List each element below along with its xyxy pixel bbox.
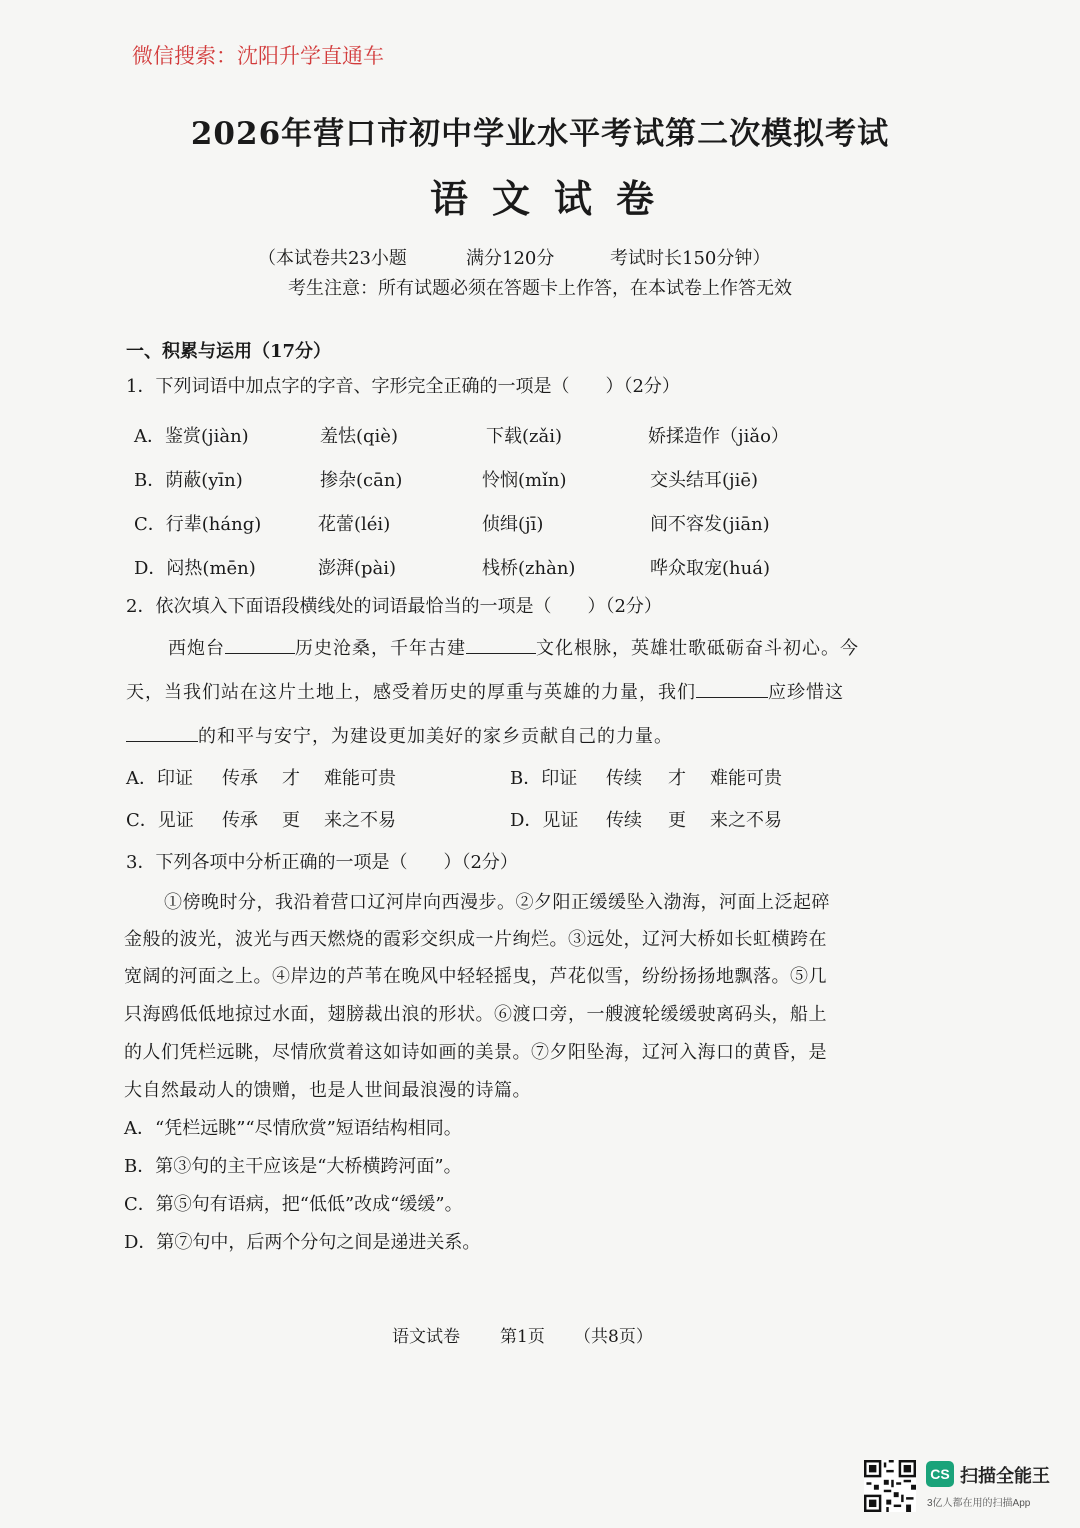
q1-option-a-1: A．鉴赏(jiàn) [134,426,249,447]
q2-text-1b: 历史沧桑，千年古建 [295,638,466,659]
exam-notice: 考生注意：所有试题必须在答题卡上作答，在本试卷上作答无效 [288,278,792,299]
q1-option-a-2: 羞怯(qiè) [320,426,398,447]
footer-subject: 语文试卷 [392,1327,460,1347]
q2-option-d-3: 更 [668,810,686,831]
q2-text-3a: 的和平与安宁，为建设更加美好的家乡贡献自己的力量。 [198,726,673,747]
q3-passage-line-2: 金般的波光，波光与西天燃烧的霞彩交织成一片绚烂。③远处，辽河大桥如长虹横跨在 [124,929,827,950]
q1-option-d-4: 哗众取宠(huá) [650,558,770,579]
q3-passage-line-1: ①傍晚时分，我沿着营口辽河岸向西漫步。②夕阳正缓缓坠入渤海，河面上泛起碎 [164,892,830,913]
q2-text-2a: 天，当我们站在这片土地上，感受着历史的厚重与英雄的力量，我们 [126,682,696,703]
q1-option-a-4: 娇揉造作（jiǎo） [648,426,789,447]
info-score: 满分120分 [466,248,555,269]
fill-blank-4 [126,725,198,742]
q1-option-d-1: D．闷热(mēn) [134,558,256,579]
q2-option-c-1: C．见证 [126,810,194,831]
q2-option-c-2: 传承 [222,810,258,831]
q2-text-2b: 应珍惜这 [768,682,844,703]
info-time: 考试时长150分钟） [610,248,771,269]
section-heading: 一、积累与运用（17分） [126,341,332,362]
q2-option-a-4: 难能可贵 [324,768,396,789]
q3-option-d: D．第⑦句中，后两个分句之间是递进关系。 [124,1232,481,1253]
q2-option-d-4: 来之不易 [710,810,782,831]
q2-option-a-3: 才 [282,768,300,789]
q1-option-d-2: 澎湃(pài) [318,558,397,579]
q2-paragraph-line-1 [168,634,859,660]
question-1-stem: 1．下列词语中加点字的字音、字形完全正确的一项是（ ）（2分） [126,376,680,397]
q3-option-b: B．第③句的主干应该是“大桥横跨河面”。 [124,1156,462,1177]
q2-text-1a: 西炮台 [168,638,225,659]
footer-page: 第1页 [500,1327,545,1347]
q3-passage-line-3: 宽阔的河面之上。④岸边的芦苇在晚风中轻轻摇曳，芦花似雪，纷纷扬扬地飘落。⑤几 [124,966,827,987]
q2-option-b-3: 才 [668,768,686,789]
exam-title: 2026年营口市初中学业水平考试第二次模拟考试 [190,116,890,152]
q1-option-c-3: 侦缉(jī) [482,514,544,535]
q1-option-b-2: 掺杂(cān) [320,470,403,491]
q2-option-b-1: B．印证 [510,768,578,789]
q3-option-a: A．“凭栏远眺”“尽情欣赏”短语结构相同。 [124,1118,462,1139]
q2-option-d-1: D．见证 [510,810,579,831]
q3-option-c: C．第⑤句有语病，把“低低”改成“缓缓”。 [124,1194,463,1215]
question-3-stem: 3．下列各项中分析正确的一项是（ ）（2分） [126,852,518,873]
q2-paragraph-line-3 [126,722,673,748]
q2-paragraph-line-2 [126,678,844,704]
qr-code-icon [864,1460,916,1512]
camscanner-logo-icon: CS [926,1461,954,1487]
camscanner-name: 扫描全能王 [960,1466,1050,1486]
q1-option-b-3: 怜悯(mǐn) [482,470,567,491]
question-2-stem: 2．依次填入下面语段横线处的词语最恰当的一项是（ ）（2分） [126,596,662,617]
watermark-text: 微信搜索：沈阳升学直通车 [132,44,384,68]
camscanner-tagline: 3亿人都在用的扫描App [927,1498,1031,1509]
info-questions: （本试卷共23小题 [258,248,407,269]
q2-option-b-2: 传续 [606,768,642,789]
footer-total: （共8页） [574,1327,653,1347]
fill-blank-3 [696,681,768,698]
exam-subject: 语文试卷 [429,176,678,221]
q2-option-c-3: 更 [282,810,300,831]
fill-blank-2 [466,637,536,654]
q2-option-d-2: 传续 [606,810,642,831]
q3-passage-line-6: 大自然最动人的馈赠，也是人世间最浪漫的诗篇。 [124,1080,531,1101]
q1-option-c-2: 花蕾(léi) [318,514,391,535]
q2-option-a-1: A．印证 [126,768,193,789]
q3-passage-line-4: 只海鸥低低地掠过水面，翅膀裁出浪的形状。⑥渡口旁，一艘渡轮缓缓驶离码头，船上 [124,1004,827,1025]
q2-option-a-2: 传承 [222,768,258,789]
q1-option-b-1: B．荫蔽(yīn) [134,470,243,491]
q2-text-1c: 文化根脉，英雄壮歌砥砺奋斗初心。今 [536,638,859,659]
fill-blank-1 [225,637,295,654]
q3-passage-line-5: 的人们凭栏远眺，尽情欣赏着这如诗如画的美景。⑦夕阳坠海，辽河入海口的黄昏，是 [124,1042,827,1063]
q1-option-d-3: 栈桥(zhàn) [482,558,576,579]
q1-option-c-4: 间不容发(jiān) [650,514,770,535]
q2-option-c-4: 来之不易 [324,810,396,831]
q1-option-a-3: 下载(zǎi) [486,426,563,447]
q1-option-b-4: 交头结耳(jiē) [650,470,759,491]
q2-option-b-4: 难能可贵 [710,768,782,789]
q1-option-c-1: C．行辈(háng) [134,514,262,535]
